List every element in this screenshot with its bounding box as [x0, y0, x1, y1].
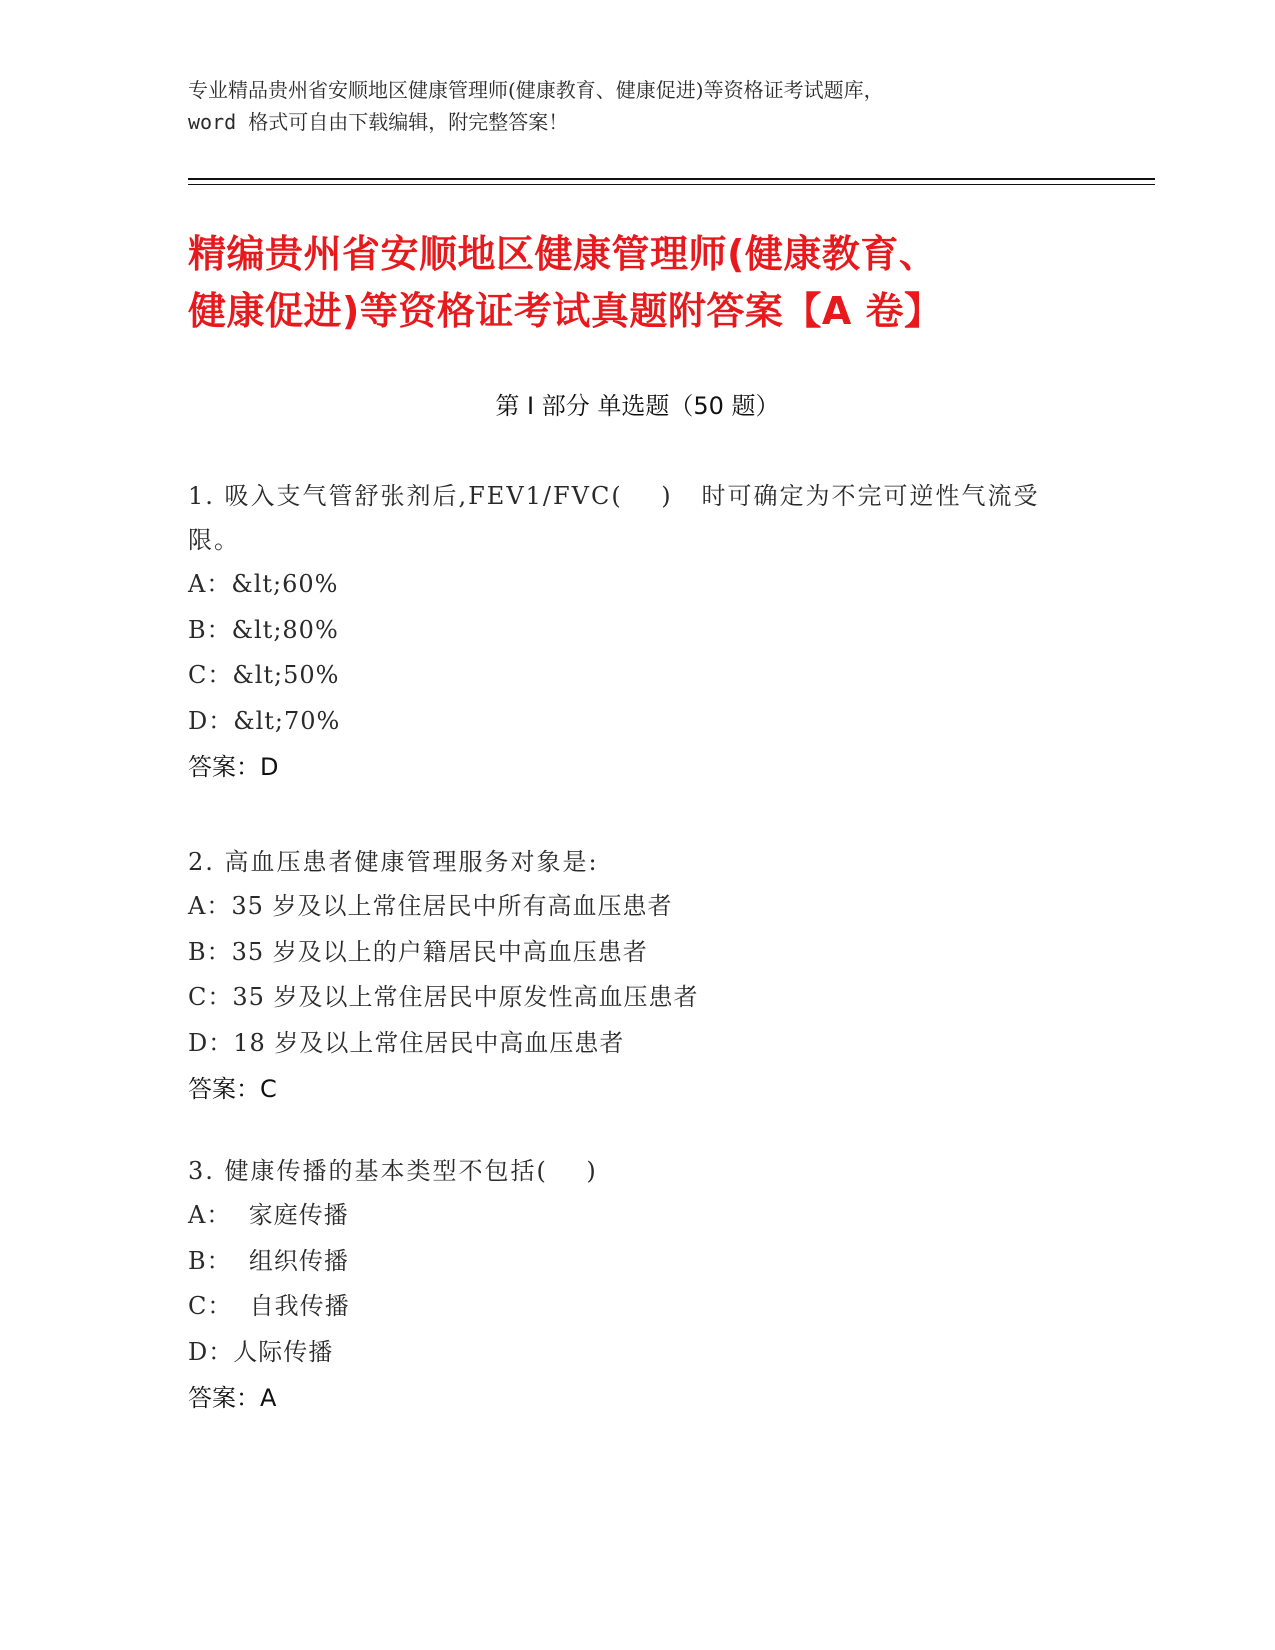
question-1	[188, 474, 1088, 790]
option-d: D：人际传播	[188, 1337, 334, 1366]
option-a: A： 家庭传播	[188, 1201, 349, 1229]
document-title-line-2: 健康促进)等资格证考试真题附答案【A 卷】	[188, 289, 943, 333]
option-a: A：&lt;60%	[188, 570, 339, 598]
option-d: D：&lt;70%	[188, 706, 341, 735]
question-3	[188, 1149, 1088, 1421]
answer: 答案：A	[188, 1384, 277, 1412]
section-title: 第 I 部分 单选题（50 题）	[495, 392, 780, 420]
question-2	[188, 840, 1088, 1112]
question-stem: 3. 健康传播的基本类型不包括( )	[188, 1157, 598, 1185]
question-stem: 2. 高血压患者健康管理服务对象是:	[188, 848, 599, 876]
option-c: C：35 岁及以上常住居民中原发性高血压患者	[188, 983, 699, 1011]
header-note-line-1: 专业精品贵州省安顺地区健康管理师(健康教育、健康促进)等资格证考试题库，	[188, 78, 884, 102]
option-b: B： 组织传播	[188, 1246, 349, 1275]
option-c: C： 自我传播	[188, 1292, 350, 1320]
header-divider-thin	[188, 184, 1155, 185]
answer: 答案：C	[188, 1075, 277, 1103]
header-note-line-2: word 格式可自由下载编辑，附完整答案！	[188, 110, 569, 134]
document-title-line-1: 精编贵州省安顺地区健康管理师(健康教育、	[188, 232, 938, 276]
question-stem: 1. 吸入支气管舒张剂后,FEV1/FVC( ) 时可确定为不完可逆性气流受限。	[188, 482, 1040, 554]
answer: 答案：D	[188, 753, 279, 781]
header-divider-thick	[188, 178, 1155, 180]
header-note	[188, 74, 1088, 138]
option-b: B：35 岁及以上的户籍居民中高血压患者	[188, 937, 648, 966]
option-b: B：&lt;80%	[188, 615, 339, 644]
option-c: C：&lt;50%	[188, 661, 340, 689]
option-d: D：18 岁及以上常住居民中高血压患者	[188, 1028, 625, 1057]
document-title	[188, 226, 1148, 340]
option-a: A：35 岁及以上常住居民中所有高血压患者	[188, 892, 673, 920]
